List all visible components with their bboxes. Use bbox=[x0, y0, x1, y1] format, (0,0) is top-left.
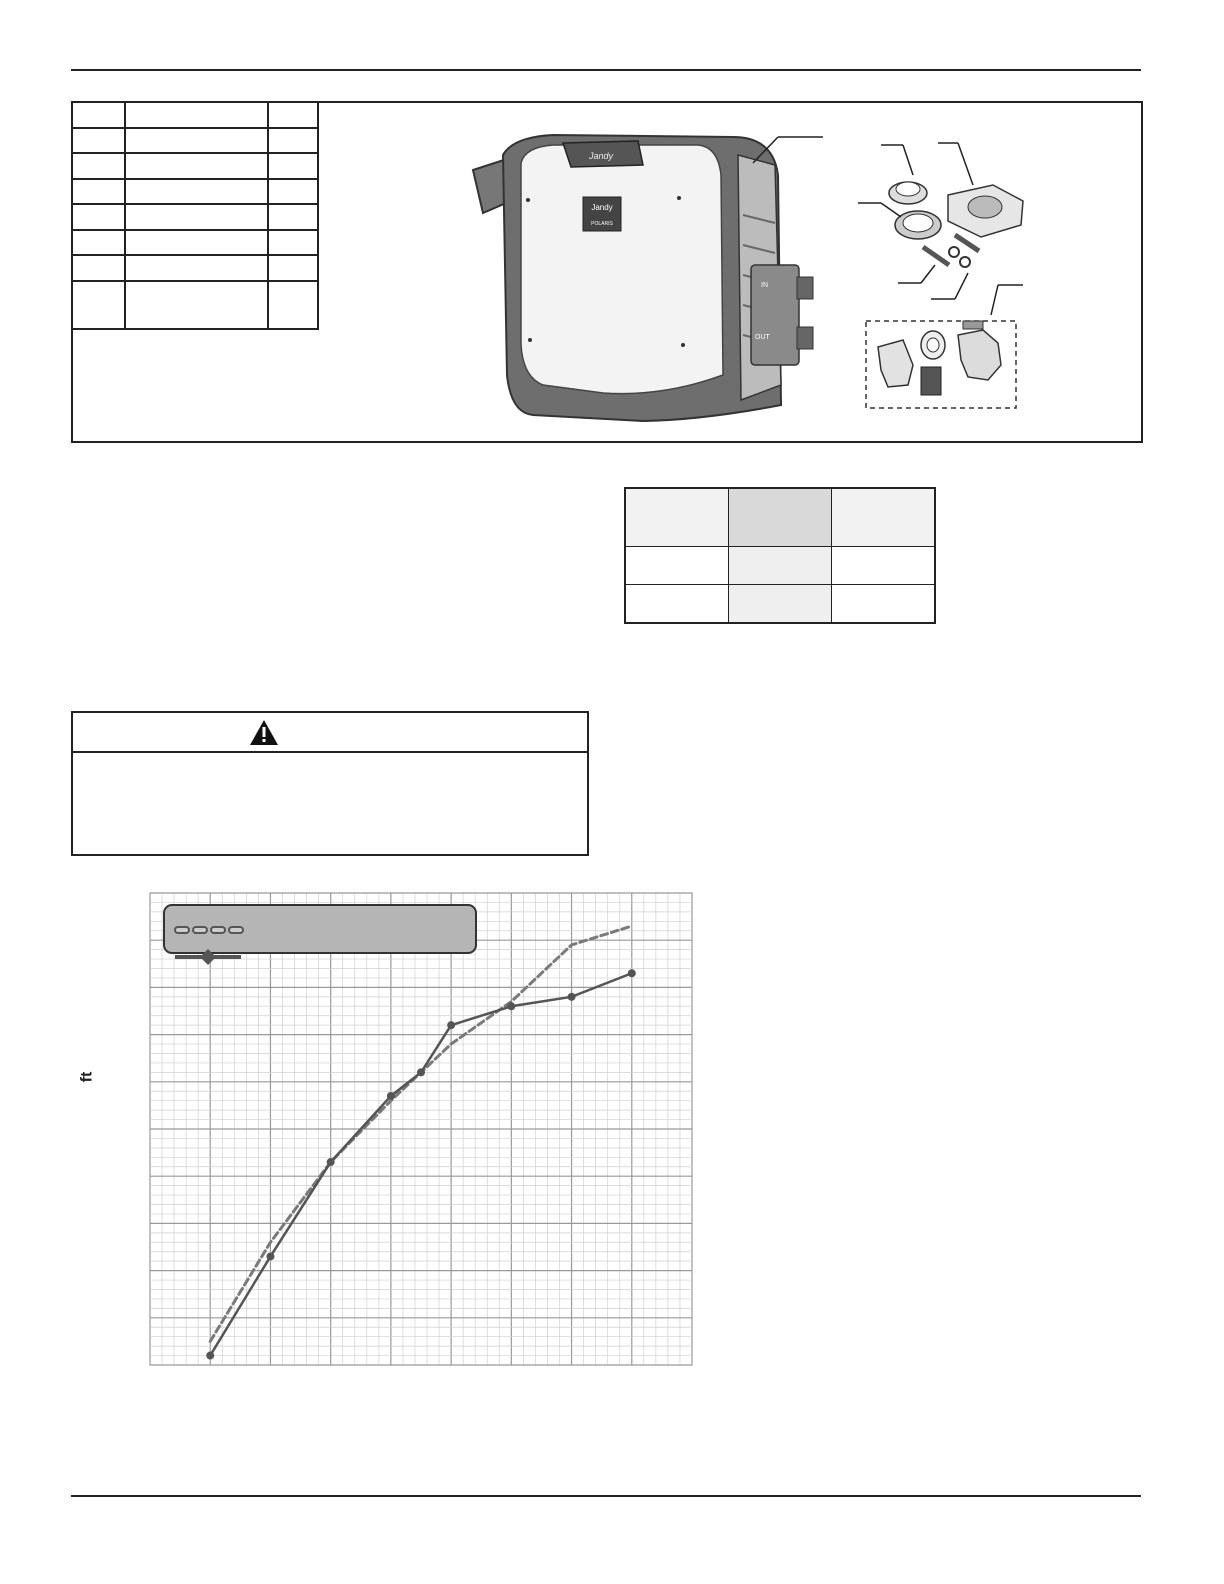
spec-header-cell bbox=[729, 488, 832, 547]
front-label-brand: Jandy bbox=[591, 203, 613, 212]
y-axis-label: ft bbox=[78, 1071, 96, 1083]
data-point bbox=[507, 1002, 515, 1010]
data-point bbox=[206, 1352, 214, 1360]
table-row bbox=[73, 103, 318, 128]
spec-cell bbox=[625, 547, 729, 585]
data-point bbox=[447, 1021, 455, 1029]
data-point bbox=[266, 1252, 274, 1260]
outlet-label: OUT bbox=[755, 334, 770, 341]
lid-logo-text: Jandy bbox=[588, 151, 614, 161]
parts-cell-qty bbox=[268, 204, 318, 230]
parts-cell-key bbox=[73, 179, 125, 205]
heater-unit bbox=[473, 135, 823, 421]
data-point bbox=[628, 969, 636, 977]
parts-cell-key bbox=[73, 255, 125, 281]
spec-cell bbox=[625, 585, 729, 624]
header-rule bbox=[71, 69, 1141, 71]
table-row bbox=[625, 585, 935, 624]
table-row bbox=[73, 153, 318, 179]
table-row bbox=[625, 547, 935, 585]
inlet-label: IN bbox=[761, 282, 768, 289]
parts-cell-qty bbox=[268, 128, 318, 154]
spec-cell bbox=[832, 585, 936, 624]
parts-cell-description bbox=[125, 128, 268, 154]
parts-cell-description bbox=[125, 230, 268, 256]
parts-table bbox=[73, 103, 319, 330]
parts-cell-key bbox=[73, 281, 125, 329]
parts-cell-qty bbox=[268, 103, 318, 128]
parts-cell-description bbox=[125, 204, 268, 230]
parts-cell-key bbox=[73, 128, 125, 154]
parts-panel bbox=[71, 101, 1143, 443]
warning-header bbox=[73, 713, 587, 753]
parts-cell-qty bbox=[268, 281, 318, 329]
relief-valve-kit bbox=[866, 285, 1023, 408]
parts-cell-key bbox=[73, 153, 125, 179]
spec-table bbox=[624, 487, 936, 624]
parts-cell-key bbox=[73, 230, 125, 256]
parts-cell-description bbox=[125, 179, 268, 205]
parts-cell-description bbox=[125, 153, 268, 179]
data-point bbox=[568, 993, 576, 1001]
spec-header-cell bbox=[832, 488, 936, 547]
table-row bbox=[73, 128, 318, 154]
data-point bbox=[387, 1092, 395, 1100]
parts-cell-qty bbox=[268, 230, 318, 256]
parts-cell-key bbox=[73, 204, 125, 230]
chart-grid bbox=[150, 893, 692, 1365]
parts-cell-key bbox=[73, 103, 125, 128]
data-point bbox=[327, 1158, 335, 1166]
heater-illustration bbox=[403, 115, 1103, 435]
warning-box bbox=[71, 711, 589, 856]
parts-cell-qty bbox=[268, 153, 318, 179]
table-row bbox=[73, 255, 318, 281]
table-row bbox=[73, 230, 318, 256]
table-row bbox=[73, 281, 318, 329]
spec-cell bbox=[729, 585, 832, 624]
spec-header-cell bbox=[625, 488, 729, 547]
pressure-drop-chart bbox=[80, 885, 700, 1375]
data-point bbox=[417, 1068, 425, 1076]
parts-cell-qty bbox=[268, 179, 318, 205]
spec-cell bbox=[729, 547, 832, 585]
table-row bbox=[73, 179, 318, 205]
footer-rule bbox=[71, 1495, 1141, 1497]
parts-cell-qty bbox=[268, 255, 318, 281]
warning-triangle-icon bbox=[249, 719, 279, 746]
union-hardware bbox=[858, 143, 1023, 299]
parts-cell-description bbox=[125, 255, 268, 281]
front-label-sub: POLARIS bbox=[591, 221, 613, 227]
spec-cell bbox=[832, 547, 936, 585]
table-row bbox=[73, 204, 318, 230]
parts-cell-description bbox=[125, 103, 268, 128]
parts-cell-description bbox=[125, 281, 268, 329]
